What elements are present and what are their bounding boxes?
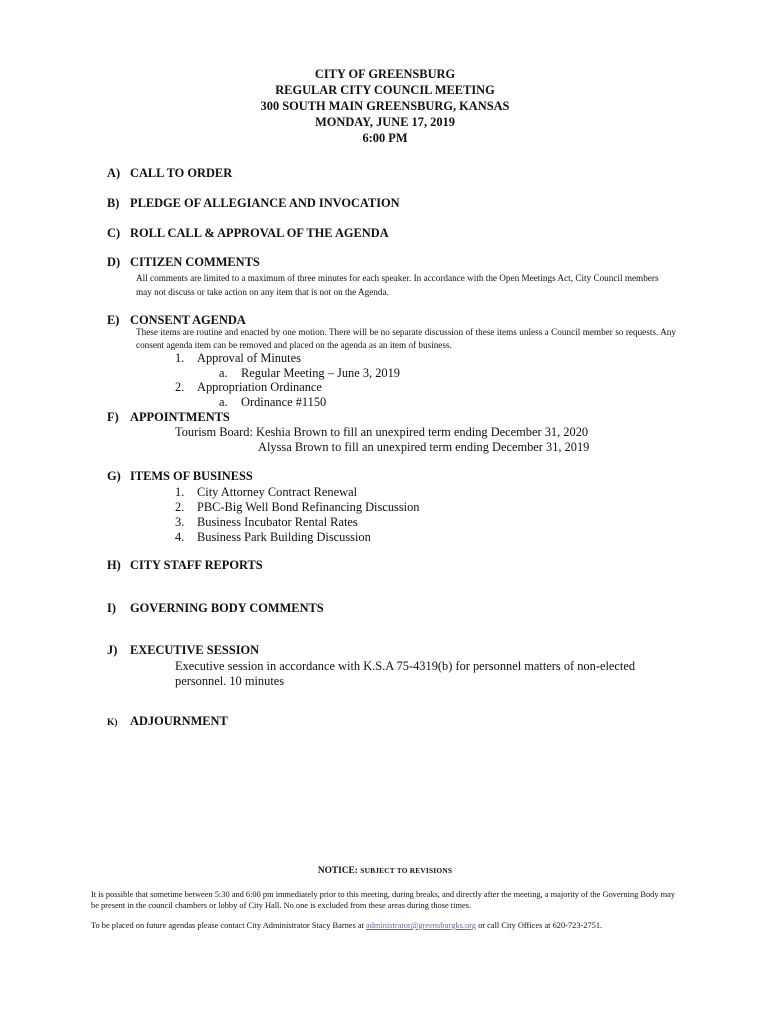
section-appointments: F) APPOINTMENTS (107, 410, 230, 424)
footer-paragraph-2: To be placed on future agendas please contact City Administrator Stacy Barnes at administrator@greensburgks.org or call City Offices at 620-723-2751. (91, 921, 603, 930)
section-adjournment: K) ADJOURNMENT (107, 714, 228, 728)
section-roll-call: C) ROLL CALL & APPROVAL OF THE AGENDA (107, 226, 389, 240)
consent-item-2a: a. Ordinance #1150 (219, 395, 327, 409)
citizen-comments-note: All comments are limited to a maximum of three minutes for each speaker. In accordance with the Open Meetings Act, City Council members may not discuss or take action on any item that is not on the Agenda. (136, 273, 659, 297)
agenda-header (0, 66, 770, 146)
meeting-address: 300 SOUTH MAIN GREENSBURG, KANSAS (260, 99, 510, 113)
section-governing-body-comments: I) GOVERNING BODY COMMENTS (107, 601, 324, 615)
consent-item-2: 2. Appropriation Ordinance (175, 380, 322, 394)
section-consent-agenda: E) CONSENT AGENDA (107, 313, 246, 327)
notice-subject: SUBJECT TO REVISIONS (360, 866, 453, 875)
meeting-date: MONDAY, JUNE 17, 2019 (315, 115, 455, 129)
footer-paragraph-1: It is possible that sometime between 5:30 and 6:00 pm immediately prior to this meeting, during breaks, and directly after the meeting, a majority of the Governing Body may be present in the council chambers or lobby of City Hall. No one is excluded from these areas during those times. (91, 890, 676, 910)
meeting-type: REGULAR CITY COUNCIL MEETING (275, 83, 495, 97)
executive-session-line-2: personnel. 10 minutes (175, 674, 285, 688)
business-item: 3. Business Incubator Rental Rates (175, 515, 358, 529)
meeting-time: 6:00 PM (362, 131, 408, 145)
section-pledge: B) PLEDGE OF ALLEGIANCE AND INVOCATION (107, 196, 400, 210)
city-name: CITY OF GREENSBURG (314, 67, 456, 81)
consent-item-1a: a. Regular Meeting – June 3, 2019 (219, 366, 400, 380)
executive-session-line-1: Executive session in accordance with K.S.A 75-4319(b) for personnel matters of non-elected (175, 659, 636, 673)
notice-heading: NOTICE: SUBJECT TO REVISIONS (317, 866, 453, 876)
section-call-to-order: A) CALL TO ORDER (107, 166, 233, 180)
business-item: 4. Business Park Building Discussion (175, 530, 371, 544)
section-citizen-comments: D) CITIZEN COMMENTS (107, 255, 260, 269)
consent-agenda-note: These items are routine and enacted by one motion. There will be no separate discussion of these items unless a Council member so requests. Any consent agenda item can be removed and placed on the agenda as an item of business. (136, 327, 676, 350)
administrator-email-link[interactable]: administrator@greensburgks.org (366, 921, 476, 930)
section-city-staff-reports: H) CITY STAFF REPORTS (107, 558, 263, 572)
section-items-of-business: G) ITEMS OF BUSINESS (107, 469, 253, 483)
section-executive-session: J) EXECUTIVE SESSION (107, 643, 260, 657)
appointment-line-2: Alyssa Brown to fill an unexpired term ending December 31, 2019 (258, 440, 590, 454)
business-item: 2. PBC-Big Well Bond Refinancing Discussion (175, 500, 420, 514)
business-item: 1. City Attorney Contract Renewal (175, 485, 358, 499)
appointment-line-1: Tourism Board: Keshia Brown to fill an unexpired term ending December 31, 2020 (175, 425, 589, 439)
consent-item-1: 1. Approval of Minutes (175, 351, 301, 365)
